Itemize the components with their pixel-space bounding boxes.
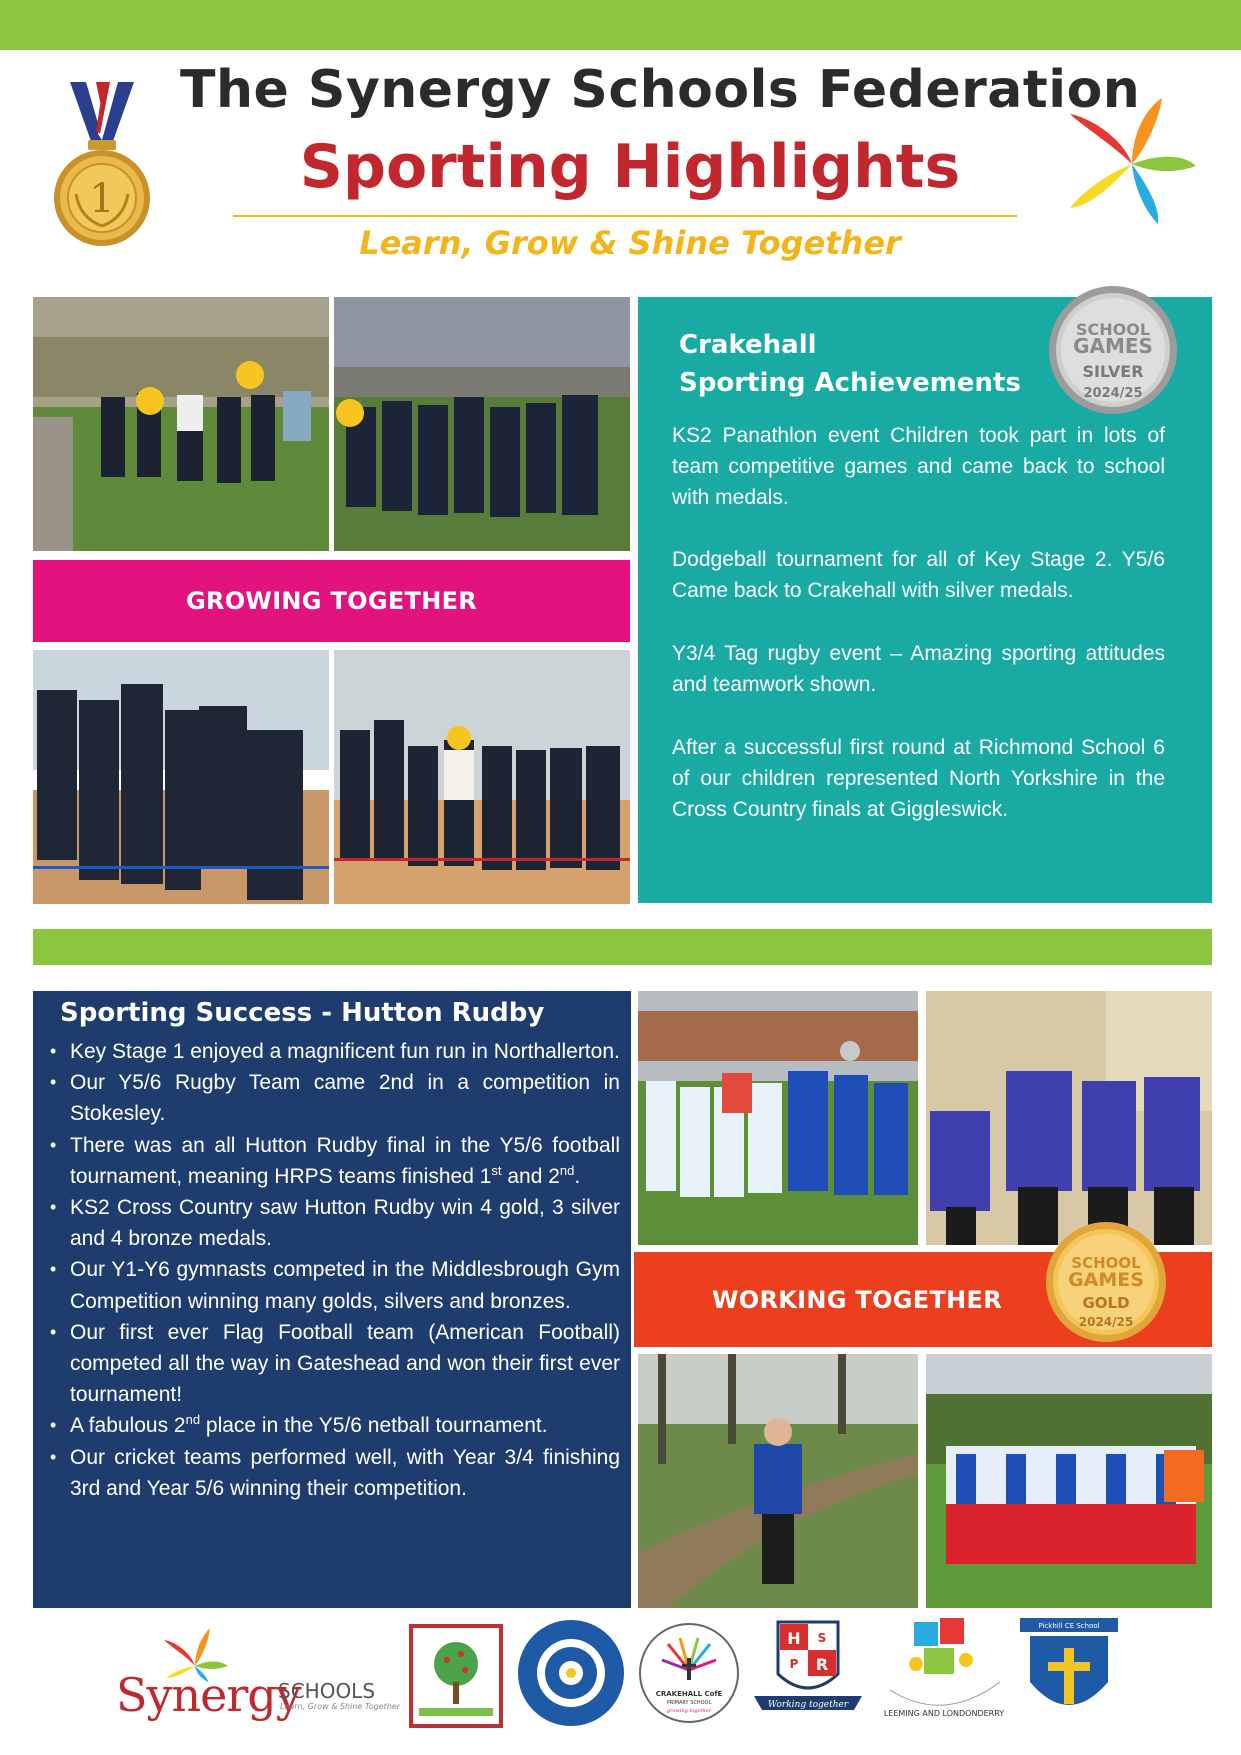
photo-indoor-group-1 [33, 650, 329, 904]
svg-text:2024/25: 2024/25 [1078, 1315, 1134, 1329]
svg-text:GOLD: GOLD [1082, 1294, 1130, 1312]
ainderby-school-crest [409, 1624, 503, 1728]
gold-medal-icon [52, 82, 152, 248]
page-title: Sporting Highlights [299, 132, 961, 202]
pickhill-school-crest [1016, 1616, 1122, 1728]
photo-outdoor-group-2 [334, 297, 630, 551]
svg-text:GAMES: GAMES [1068, 1269, 1144, 1291]
photo-football-trophy [638, 991, 918, 1245]
school-games-silver-badge [1046, 283, 1180, 417]
list-item: • Our first ever Flag Football team (American Football) competed all the way in Gateshead and won their first ever tournament! [50, 1320, 620, 1407]
svg-text:H: H [787, 1629, 801, 1648]
hutton-rudby-school-crest [748, 1618, 868, 1722]
working-together-banner: WORKING TOGETHER [634, 1252, 1212, 1347]
crakehall-paragraph-3: Y3/4 Tag rugby event – Amazing sporting attitudes and teamwork shown. [672, 642, 1165, 696]
school-games-gold-badge [1044, 1220, 1168, 1344]
synergy-footer-schools: SCHOOLS [278, 1679, 376, 1703]
top-accent-bar [0, 0, 1241, 50]
svg-text:SCHOOL: SCHOOL [1075, 320, 1151, 339]
svg-text:Pickhill CE School: Pickhill CE School [1038, 1622, 1100, 1630]
synergy-footer-wordmark: Synergy [116, 1668, 301, 1722]
list-item: • A fabulous 2nd place in the Y5/6 netball tournament. [50, 1412, 548, 1438]
svg-text:R: R [815, 1655, 829, 1674]
crakehall-school-logo [638, 1622, 740, 1724]
svg-text:SILVER: SILVER [1082, 362, 1144, 381]
medal-number: 1 [89, 176, 115, 222]
photo-indoor-group-2 [334, 650, 630, 904]
svg-text:GAMES: GAMES [1073, 334, 1153, 358]
photo-team-celebration [926, 1354, 1212, 1608]
synergy-pinwheel-logo [1062, 94, 1200, 232]
list-item: • Key Stage 1 enjoyed a magnificent fun run in Northallerton. [50, 1040, 620, 1063]
crakehall-paragraph-1: KS2 Panathlon event Children took part in lots of team competitive games and came back to school with medals. [672, 424, 1165, 509]
tagline: Learn, Grow & Shine Together [359, 224, 901, 262]
middle-accent-bar [33, 929, 1212, 965]
title-divider [233, 215, 1017, 217]
crakehall-heading: Crakehall Sporting Achievements [679, 330, 1021, 398]
list-item: • Our Y5/6 Rugby Team came 2nd in a competition in Stokesley. [50, 1071, 620, 1126]
svg-text:2024/25: 2024/25 [1083, 386, 1143, 401]
svg-text:SCHOOL: SCHOOL [1071, 1254, 1141, 1272]
svg-text:CRAKEHALL CofE: CRAKEHALL CofE [655, 1690, 723, 1698]
svg-text:growing together: growing together [666, 1708, 712, 1714]
hutton-rudby-heading: Sporting Success - Hutton Rudby [60, 998, 545, 1028]
photo-gymnasts-medals [926, 991, 1212, 1245]
photo-outdoor-group-1 [33, 297, 329, 551]
photo-cross-country-runner [638, 1354, 918, 1608]
crakehall-paragraph-4: After a successful first round at Richmond School 6 of our children represented North Yorkshire in the Cross Country finals at Giggleswick. [672, 736, 1165, 821]
svg-text:LEEMING AND LONDONDERRY: LEEMING AND LONDONDERRY [883, 1709, 1005, 1718]
svg-text:P: P [789, 1657, 799, 1671]
synergy-footer-tagline: Learn, Grow & Shine Together [280, 1702, 401, 1711]
brompton-school-crest [516, 1618, 626, 1728]
list-item: • There was an all Hutton Rudby final in the Y5/6 football tournament, meaning HRPS teams finished 1st and 2nd. [50, 1133, 620, 1188]
federation-title: The Synergy Schools Federation [180, 60, 1141, 120]
list-item: • Our Y1-Y6 gymnasts competed in the Middlesbrough Gym Competition winning many golds, silvers and bronzes. [50, 1258, 620, 1313]
hutton-rudby-list [48, 1036, 620, 1504]
leeming-londonderry-school-logo [880, 1612, 1010, 1724]
svg-text:S: S [817, 1631, 827, 1645]
list-item: • Our cricket teams performed well, with Year 3/4 finishing 3rd and Year 5/6 winning their competition. [50, 1445, 620, 1500]
list-item: • KS2 Cross Country saw Hutton Rudby win 4 gold, 3 silver and 4 bronze medals. [50, 1196, 620, 1251]
crakehall-paragraph-2: Dodgeball tournament for all of Key Stage 2. Y5/6 Came back to Crakehall with silver medals. [672, 548, 1165, 602]
growing-together-banner: GROWING TOGETHER [33, 560, 630, 642]
svg-text:Working together: Working together [767, 1700, 849, 1710]
svg-text:PRIMARY SCHOOL: PRIMARY SCHOOL [666, 1700, 712, 1706]
